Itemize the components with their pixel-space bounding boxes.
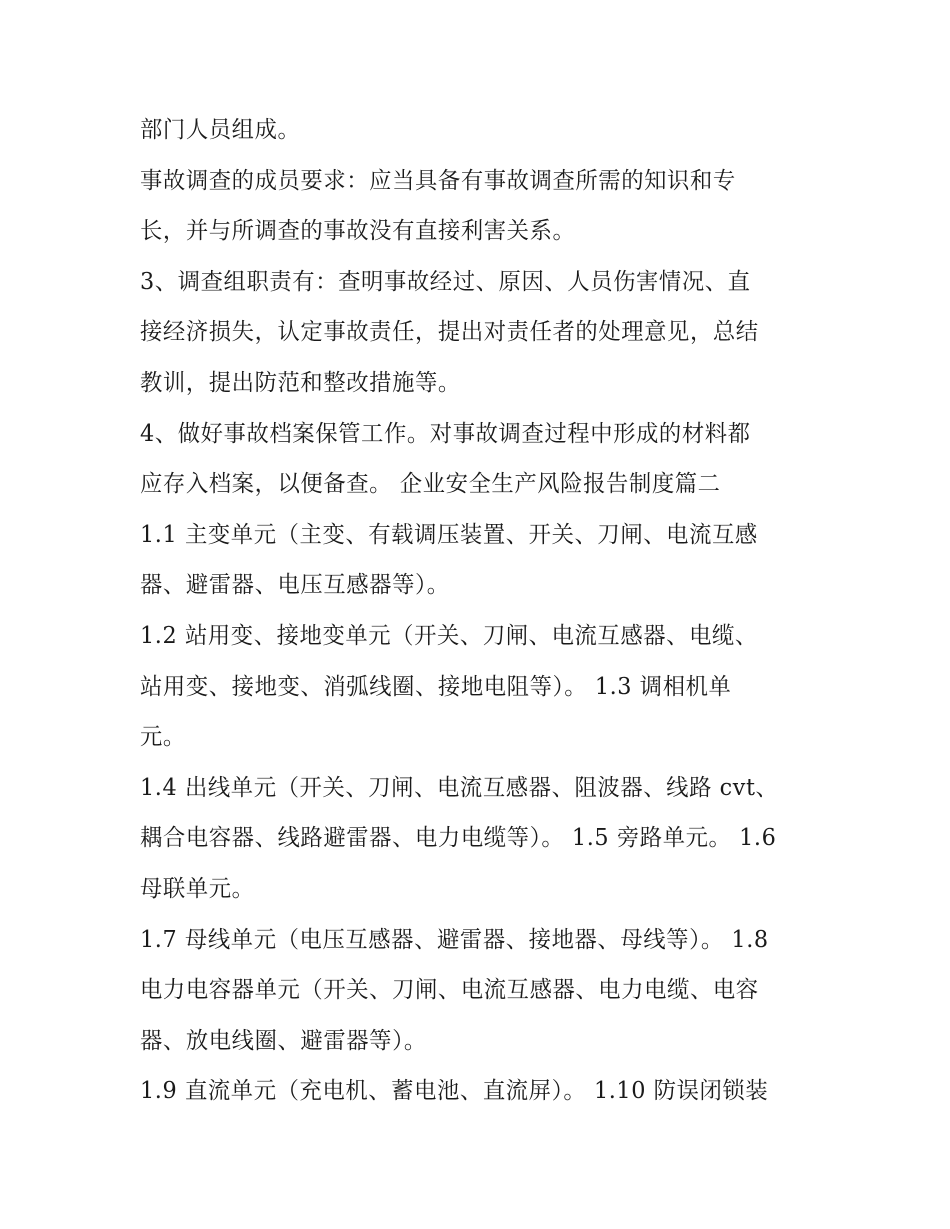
text-line-6: 教训，提出防范和整改措施等。 <box>140 370 461 396</box>
text-line-1: 部门人员组成。 <box>140 117 301 143</box>
text-line-12: 站用变、接地变、消弧线圈、接地电阻等）。 1.3 调相机单 <box>140 674 732 700</box>
text-line-17: 1.7 母线单元（电压互感器、避雷器、接地器、母线等）。 1.8 <box>140 927 769 953</box>
text-line-2: 事故调查的成员要求：应当具备有事故调查所需的知识和专 <box>140 168 736 194</box>
text-line-4: 3、调查组职责有：查明事故经过、原因、人员伤害情况、直 <box>140 269 751 295</box>
text-line-19: 器、放电线圈、避雷器等）。 <box>140 1028 427 1054</box>
text-line-10: 器、避雷器、电压互感器等）。 <box>140 572 450 598</box>
text-line-16: 母联单元。 <box>140 876 255 902</box>
text-line-20: 1.9 直流单元（充电机、蓄电池、直流屏）。 1.10 防误闭锁装 <box>140 1078 769 1104</box>
text-line-11: 1.2 站用变、接地变单元（开关、刀闸、电流互感器、电缆、 <box>140 623 758 649</box>
text-line-7: 4、做好事故档案保管工作。对事故调查过程中形成的材料都 <box>140 421 751 447</box>
text-line-3: 长，并与所调查的事故没有直接利害关系。 <box>140 218 576 244</box>
text-line-15: 耦合电容器、线路避雷器、电力电缆等）。 1.5 旁路单元。 1.6 <box>140 825 777 851</box>
text-line-13: 元。 <box>140 724 186 750</box>
text-line-5: 接经济损失，认定事故责任，提出对责任者的处理意见，总结 <box>140 319 759 345</box>
text-line-8: 应存入档案，以便备查。 企业安全生产风险报告制度篇二 <box>140 471 721 497</box>
text-line-9: 1.1 主变单元（主变、有载调压装置、开关、刀闸、电流互感 <box>140 522 758 548</box>
text-line-14: 1.4 出线单元（开关、刀闸、电流互感器、阻波器、线路 cvt、 <box>140 775 779 801</box>
text-line-18: 电力电容器单元（开关、刀闸、电流互感器、电力电缆、电容 <box>140 977 759 1003</box>
